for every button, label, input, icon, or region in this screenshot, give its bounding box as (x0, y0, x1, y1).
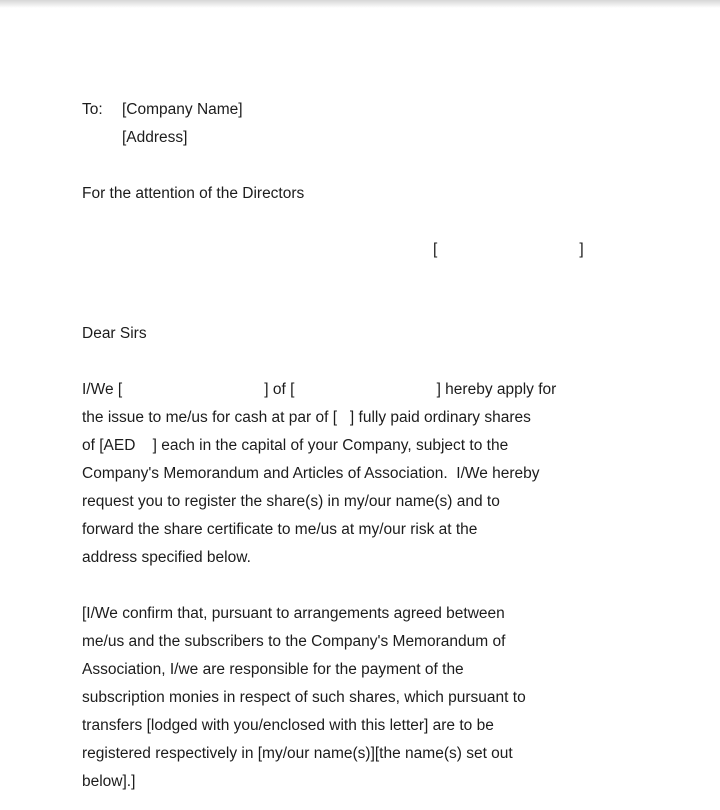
address-placeholder: [Address] (122, 129, 188, 146)
recipient-address-line (82, 124, 660, 152)
paragraph-line: [I/We confirm that, pursuant to arrangements agreed between (82, 605, 505, 622)
paragraph-line: I/We [ ] of [ ] hereby apply for (82, 381, 557, 398)
to-label: To: (82, 101, 103, 118)
paragraph-line: registered respectively in [my/our name(s)][the name(s) set out (82, 745, 513, 762)
company-name-placeholder: [Company Name] (122, 101, 243, 118)
paragraph-line: of [AED ] each in the capital of your Company, subject to the (82, 437, 509, 454)
paragraph-line: Association, I/we are responsible for the payment of the (82, 661, 464, 678)
paragraph-line: the issue to me/us for cash at par of [ ] fully paid ordinary shares (82, 409, 531, 426)
salutation: Dear Sirs (82, 325, 147, 342)
paragraph-line: transfers [lodged with you/enclosed with this letter] are to be (82, 717, 494, 734)
confirmation-paragraph (82, 600, 660, 796)
attention-line: For the attention of the Directors (82, 185, 305, 202)
paragraph-line: request you to register the share(s) in my/our name(s) and to (82, 493, 500, 510)
paragraph-line: me/us and the subscribers to the Company's Memorandum of (82, 633, 506, 650)
date-placeholder: [ ] (433, 241, 584, 258)
paragraph-line: below].] (82, 773, 136, 790)
paragraph-line: forward the share certificate to me/us at my/our risk at the (82, 521, 478, 538)
paragraph-line: Company's Memorandum and Articles of Association. I/We hereby (82, 465, 540, 482)
paragraph-line: address specified below. (82, 549, 251, 566)
application-paragraph (82, 376, 660, 572)
recipient-to-line (82, 96, 660, 124)
paragraph-line: subscription monies in respect of such shares, which pursuant to (82, 689, 526, 706)
